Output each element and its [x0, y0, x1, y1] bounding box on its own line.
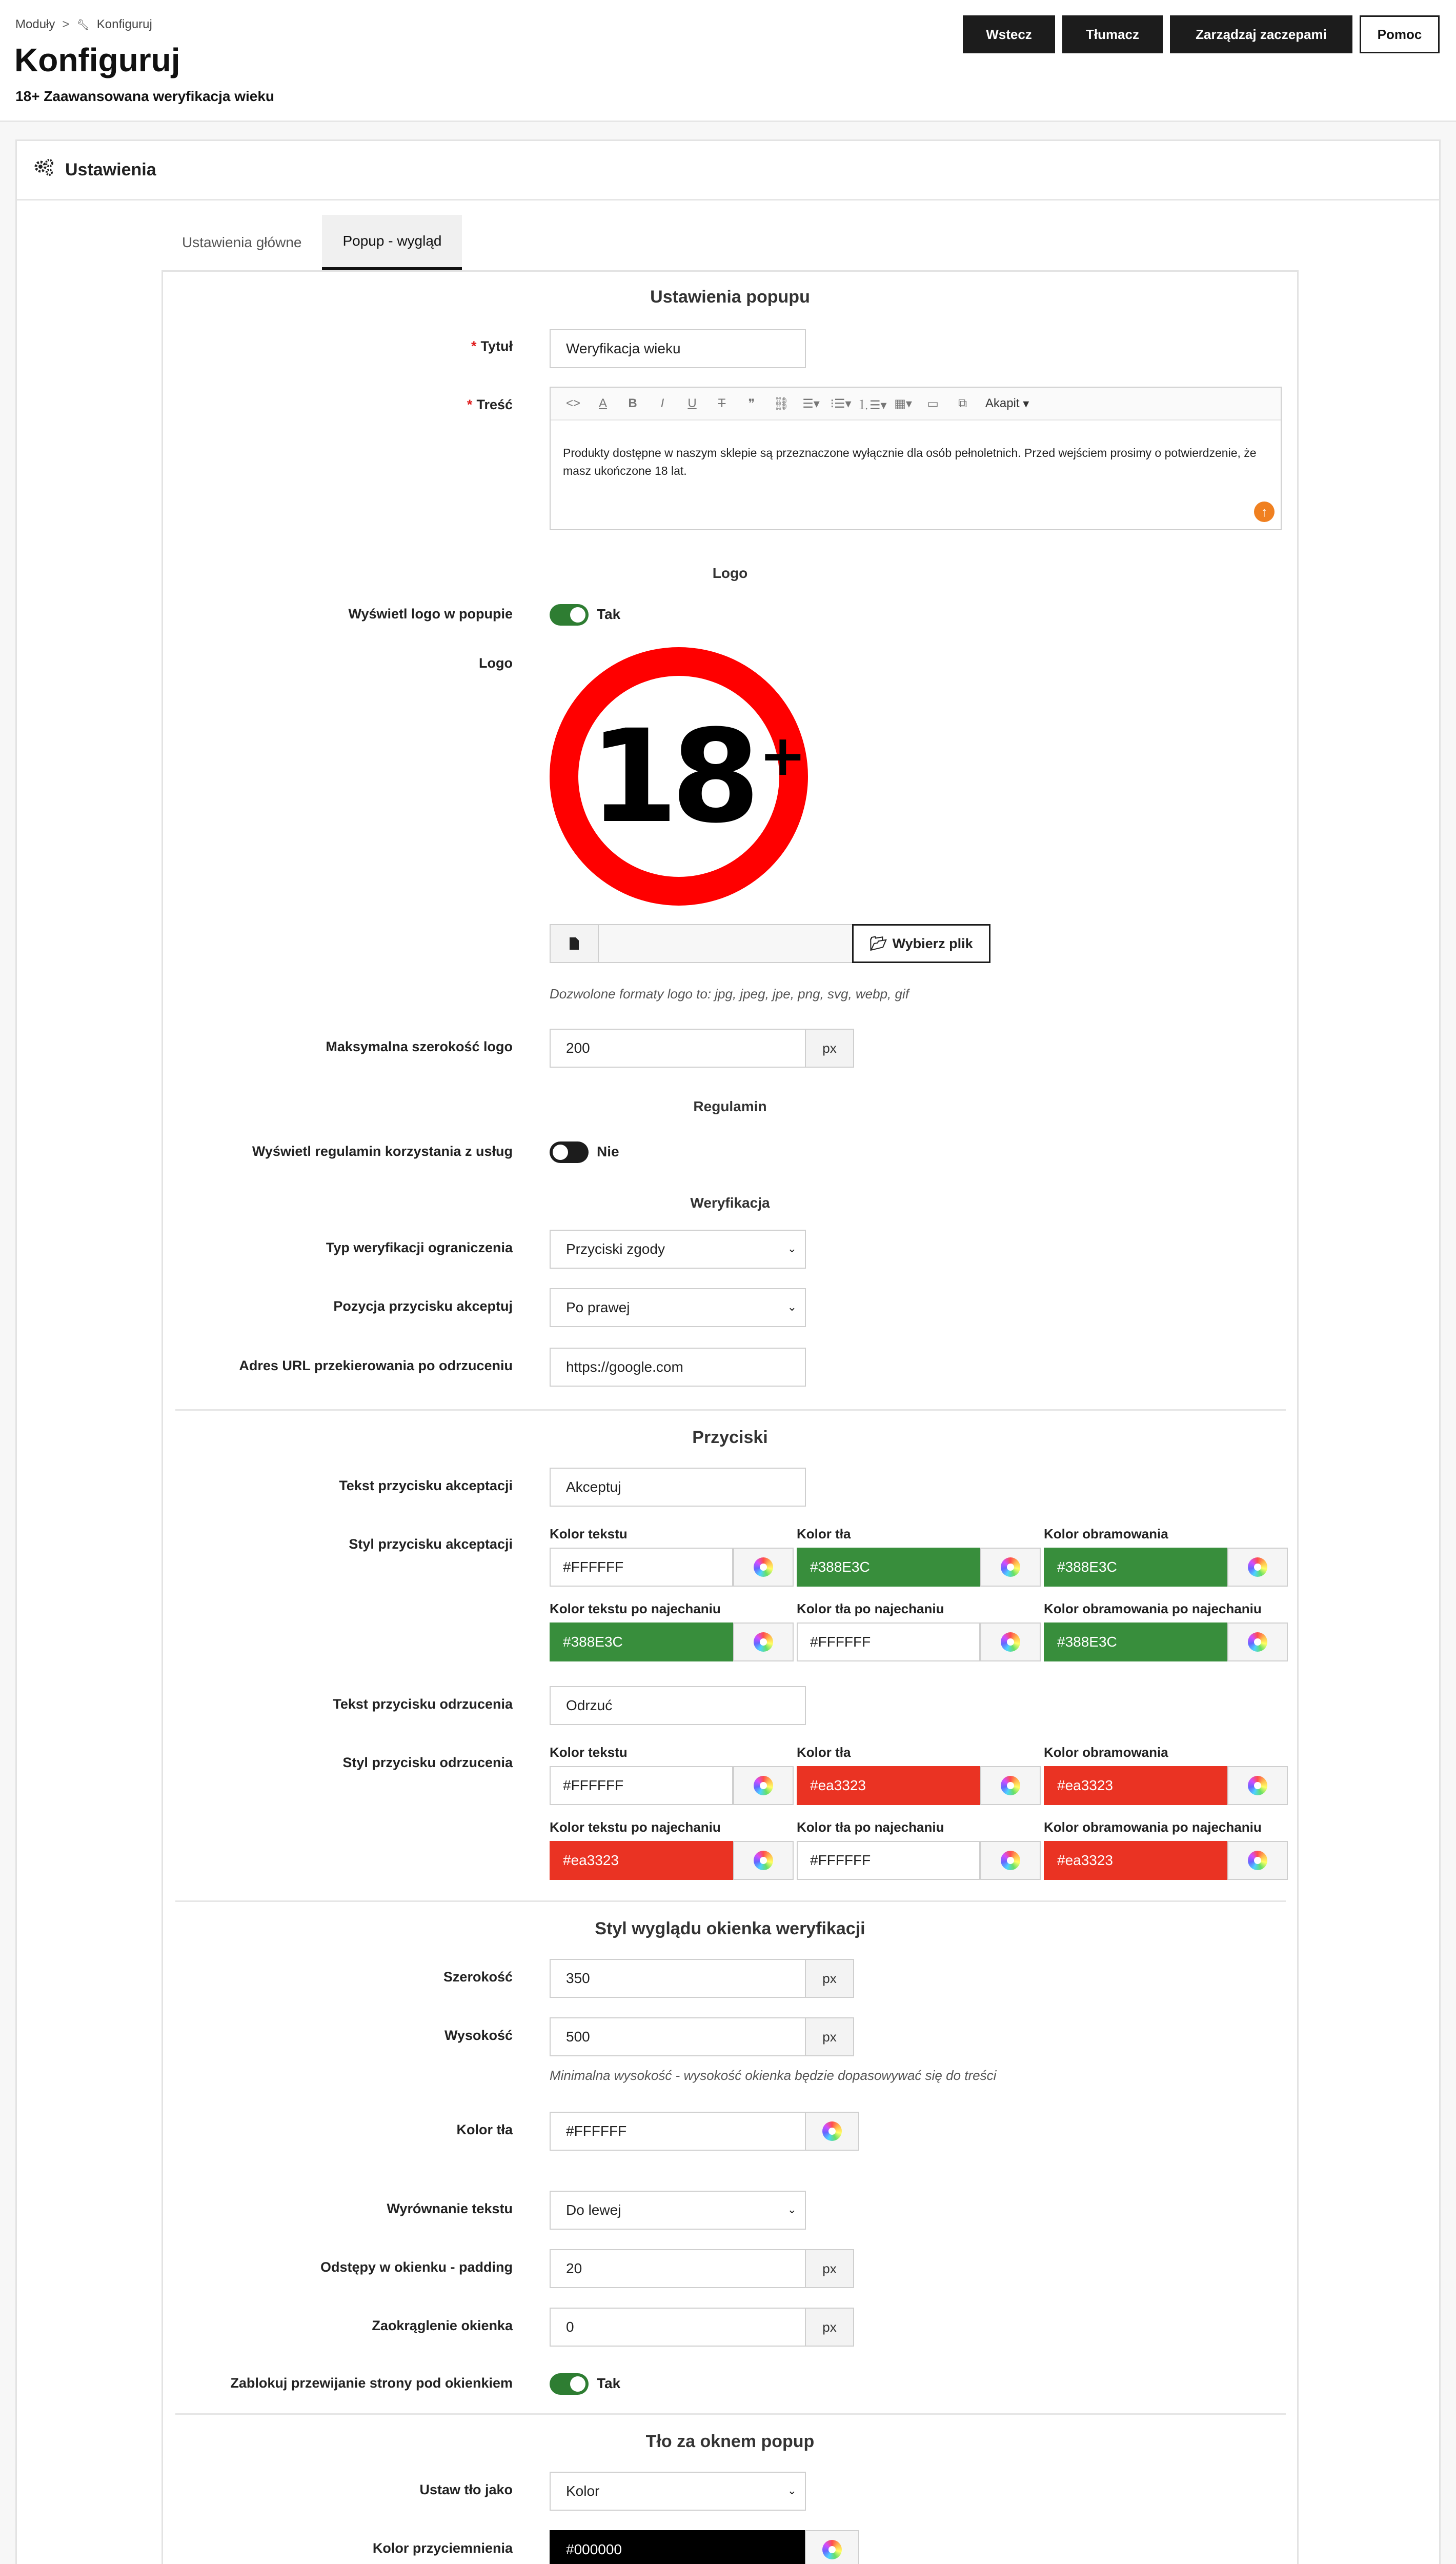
color-value-input[interactable]: #388E3C	[1044, 1622, 1227, 1661]
editor-content[interactable]: Produkty dostępne w naszym sklepie są przeznaczone wyłącznie dla osób pełnoletnich. Przed wejściem prosimy o potwierdzenie, że masz ukończone 18 lat.	[563, 446, 1257, 477]
lock-scroll-toggle[interactable]	[550, 2373, 589, 2395]
content-label: * Treść	[467, 397, 513, 412]
chevron-down-icon: ⌄	[787, 2484, 797, 2497]
color-wheel-icon	[1248, 1557, 1267, 1577]
section-title-terms: Regulamin	[693, 1098, 767, 1114]
radius-label: Zaokrąglenie okienka	[372, 2318, 513, 2333]
redirect-url-label: Adres URL przekierowania po odrzuceniu	[239, 1358, 513, 1373]
lock-scroll-value: Tak	[597, 2375, 621, 2391]
breadcrumb-configure: Konfiguruj	[96, 17, 152, 31]
color-wheel-icon	[754, 1776, 773, 1795]
section-title-buttons: Przyciski	[692, 1428, 768, 1447]
color-wheel-icon	[1001, 1557, 1020, 1577]
color-wheel-icon	[1248, 1632, 1267, 1652]
media-icon[interactable]: ⧉	[958, 396, 967, 410]
color-value-input[interactable]: #ea3323	[1044, 1841, 1227, 1880]
unit-addon: px	[805, 2017, 854, 2056]
page-subtitle: 18+ Zaawansowana weryfikacja wieku	[15, 88, 275, 104]
verification-type-label: Typ weryfikacji ograniczenia	[326, 1240, 513, 1255]
panel-header	[17, 141, 1439, 201]
link-icon[interactable]: ⛓	[773, 396, 790, 411]
image-icon[interactable]: ▭	[927, 396, 939, 411]
color-picker-button[interactable]	[980, 1841, 1041, 1880]
translate-button[interactable]: Tłumacz	[1062, 15, 1163, 53]
section-title-backdrop: Tło za oknem popup	[645, 2432, 815, 2451]
padding-input[interactable]: 20	[550, 2249, 806, 2288]
color-value-input[interactable]: #ea3323	[550, 1841, 733, 1880]
backdrop-type-label: Ustaw tło jako	[419, 2482, 513, 2497]
color-picker-button[interactable]	[980, 1548, 1041, 1587]
color-value-input[interactable]: #ea3323	[1044, 1766, 1227, 1805]
manage-hooks-button[interactable]: Zarządzaj zaczepami	[1170, 15, 1352, 53]
required-marker: *	[467, 397, 473, 412]
divider	[175, 2413, 1286, 2415]
color-wheel-icon	[1001, 1776, 1020, 1795]
text-color-icon[interactable]: A	[598, 396, 607, 410]
page-header	[0, 0, 1456, 122]
color-value-input[interactable]: #388E3C	[1044, 1548, 1227, 1587]
color-picker-button[interactable]	[733, 1766, 794, 1805]
color-picker-button[interactable]	[1227, 1548, 1288, 1587]
color-value-input[interactable]: #FFFFFF	[550, 1766, 733, 1805]
page-title: Konfiguruj	[14, 42, 180, 78]
toolbar	[963, 15, 1440, 53]
show-logo-label: Wyświetl logo w popupie	[348, 606, 513, 622]
chevron-down-icon: ⌄	[787, 1242, 797, 1255]
bullet-list-icon[interactable]: ⁝☰▾	[830, 396, 852, 411]
color-picker-button[interactable]	[1227, 1622, 1288, 1661]
breadcrumb	[15, 17, 152, 32]
divider	[175, 1900, 1286, 1902]
color-value-input[interactable]: #FFFFFF	[797, 1841, 980, 1880]
file-icon	[550, 924, 599, 963]
settings-panel	[15, 139, 1441, 2564]
backdrop-color-label: Kolor przyciemnienia	[372, 2540, 513, 2556]
cogs-icon	[33, 158, 54, 182]
strikethrough-icon[interactable]: T	[718, 396, 726, 410]
logo-label: Logo	[479, 655, 513, 671]
color-picker-button[interactable]	[980, 1766, 1041, 1805]
section-title-verification: Weryfikacja	[690, 1195, 770, 1211]
color-picker-button[interactable]	[733, 1548, 794, 1587]
accept-text-input[interactable]: Akceptuj	[550, 1468, 806, 1507]
unit-addon: px	[805, 2249, 854, 2288]
bold-icon[interactable]: B	[628, 396, 637, 410]
chevron-down-icon: ⌄	[787, 1300, 797, 1313]
color-wheel-icon	[754, 1632, 773, 1652]
color-wheel-icon	[822, 2540, 842, 2559]
backdrop-color-input[interactable]: #000000	[550, 2530, 806, 2564]
reject-text-label: Tekst przycisku odrzucenia	[333, 1696, 513, 1712]
folder-open-icon: 📂︎	[869, 936, 887, 951]
file-upload	[550, 924, 990, 963]
table-icon[interactable]: ▦▾	[894, 396, 912, 411]
show-terms-label: Wyświetl regulamin korzystania z usług	[252, 1144, 513, 1159]
padding-label: Odstępy w okienku - padding	[320, 2259, 513, 2275]
required-marker: *	[471, 338, 477, 354]
bg-color-input[interactable]: #FFFFFF	[550, 2112, 806, 2151]
form-container: Ustawienia popupu * Tytuł Weryfikacja wieku * Treść <> A B I U T ❞ ⛓ ☰▾ ⁝☰▾ ⒈☰▾ ▦▾ ▭ ⧉ Akapit ▾ Produkty dostępne w naszym sklepie są przeznaczone wyłącznie dla osób pełnoletnich. Przed wejściem prosimy o potwierdzenie, że masz ukończone 18 lat. ↑ Logo Wyświetl logo w popupie Tak Logo 18 + 📂︎ Wybierz plik Dozwolone formaty logo to: jpg, jpeg, jpe, png, svg, webp, gif Maksymalna szerokość logo 200 px Regulamin Wyświetl regulamin korzystania z usług Nie Weryfikacja Typ weryfikacji ograniczenia Przyciski zgody ⌄ Pozycja przycisku akceptuj Po prawej ⌄ Adres URL przekierowania po odrzuceniu https://google.com Przyciski Tekst przycisku akceptacji Akceptuj Styl przycisku akceptacji Kolor tekstu #FFFFFF Kolor tła #388E3C Kolor obramowania #388E3C Kolor tekstu po najechaniu #388E3C Kolor tła po najechaniu #FFFFFF Kolor obramowania po najechaniu #388E3C Tekst przycisku odrzucenia Odrzuć Styl przycisku odrzucenia Kolor tekstu #FFFFFF Kolor tła #ea3323 Kolor obramowania #ea3323 Kolor tekstu po najechaniu #ea3323 Kolor tła po najechaniu #FFFFFF Kolor obramowania po najechaniu #ea3323 Styl wyglądu okienka weryfikacji Szerokość 350 px Wysokość 500 px Minimalna wysokość - wysokość okienka będzie dopasowywać się do treści Kolor tła #FFFFFF Wyrównanie tekstu Do lewej ⌄ Odstępy w okienku - padding 20 px Zaokrąglenie okienka 0 px Zablokuj przewijanie strony pod okienkiem Tak Tło za oknem popup Ustaw tło jako Kolor ⌄ Kolor przyciemnienia #000000	[161, 270, 1299, 2564]
unit-addon: px	[805, 1959, 854, 1998]
redirect-url-input[interactable]: https://google.com	[550, 1348, 806, 1387]
color-wheel-icon	[754, 1851, 773, 1870]
numbered-list-icon[interactable]: ⒈☰▾	[857, 398, 887, 412]
height-label: Wysokość	[444, 2028, 513, 2043]
divider	[175, 1409, 1286, 1411]
back-button[interactable]: Wstecz	[963, 15, 1055, 53]
tabs	[161, 215, 462, 270]
reject-style-label: Styl przycisku odrzucenia	[342, 1755, 513, 1770]
color-value-input[interactable]: #FFFFFF	[550, 1548, 733, 1587]
backdrop-type-select[interactable]: Kolor ⌄	[550, 2472, 806, 2511]
code-icon[interactable]: <>	[565, 396, 581, 410]
accept-position-label: Pozycja przycisku akceptuj	[333, 1298, 513, 1314]
breadcrumb-separator: >	[62, 17, 70, 31]
accept-position-select[interactable]: Po prawej ⌄	[550, 1288, 806, 1327]
section-title-logo: Logo	[712, 565, 748, 581]
color-picker-button[interactable]	[1227, 1766, 1288, 1805]
tab-main-settings[interactable]: Ustawienia główne	[182, 234, 302, 250]
underline-icon[interactable]: U	[687, 396, 697, 410]
show-terms-value: Nie	[597, 1144, 619, 1159]
unit-addon: px	[805, 1029, 854, 1068]
max-logo-width-input[interactable]: 200	[550, 1029, 806, 1068]
show-terms-toggle[interactable]	[550, 1141, 589, 1163]
lock-scroll-label: Zablokuj przewijanie strony pod okienkiem	[230, 2375, 513, 2391]
editor-toolbar	[551, 388, 1281, 420]
panel-title: Ustawienia	[65, 160, 156, 179]
show-logo-toggle[interactable]	[550, 604, 589, 626]
color-value-input[interactable]: #ea3323	[797, 1766, 980, 1805]
height-input[interactable]: 500	[550, 2017, 806, 2056]
choose-file-button[interactable]: 📂︎ Wybierz plik	[852, 924, 990, 963]
show-logo-value: Tak	[597, 606, 621, 622]
unit-addon: px	[805, 2308, 854, 2347]
grammar-badge-icon[interactable]: ↑	[1254, 502, 1275, 522]
color-picker-button[interactable]	[805, 2112, 859, 2151]
color-picker-button[interactable]	[733, 1841, 794, 1880]
title-input[interactable]: Weryfikacja wieku	[550, 329, 806, 368]
color-picker-button[interactable]	[733, 1622, 794, 1661]
color-wheel-icon	[822, 2121, 842, 2141]
tab-popup-appearance[interactable]: Popup - wygląd	[322, 215, 462, 270]
rich-text-editor[interactable]	[550, 387, 1282, 530]
color-picker-button[interactable]	[980, 1622, 1041, 1661]
verification-type-select[interactable]: Przyciski zgody ⌄	[550, 1230, 806, 1269]
breadcrumb-modules[interactable]: Moduły	[15, 17, 55, 31]
paragraph-format-dropdown[interactable]: Akapit ▾	[985, 396, 1029, 411]
file-name-field[interactable]	[598, 924, 854, 963]
quote-icon[interactable]: ❞	[748, 396, 755, 411]
section-title-window-style: Styl wyglądu okienka weryfikacji	[595, 1919, 865, 1938]
wrench-icon: 🔧︎	[76, 19, 90, 31]
color-wheel-icon	[754, 1557, 773, 1577]
logo-formats-hint: Dozwolone formaty logo to: jpg, jpeg, jpe, png, svg, webp, gif	[550, 986, 909, 1001]
width-input[interactable]: 350	[550, 1959, 806, 1998]
section-title-popup: Ustawienia popupu	[650, 287, 810, 307]
align-icon[interactable]: ☰▾	[802, 396, 820, 411]
color-wheel-icon	[1248, 1776, 1267, 1795]
italic-icon[interactable]: I	[660, 396, 664, 410]
color-wheel-icon	[1001, 1632, 1020, 1652]
radius-input[interactable]: 0	[550, 2308, 806, 2347]
height-hint: Minimalna wysokość - wysokość okienka będzie dopasowywać się do treści	[550, 2068, 997, 2083]
color-wheel-icon	[1248, 1851, 1267, 1870]
color-picker-button[interactable]	[805, 2530, 859, 2564]
accept-text-label: Tekst przycisku akceptacji	[339, 1478, 513, 1493]
color-value-input[interactable]: #388E3C	[550, 1622, 733, 1661]
text-align-select[interactable]: Do lewej ⌄	[550, 2191, 806, 2230]
width-label: Szerokość	[443, 1969, 513, 1985]
color-picker-button[interactable]	[1227, 1841, 1288, 1880]
reject-text-input[interactable]: Odrzuć	[550, 1686, 806, 1725]
color-value-input[interactable]: #FFFFFF	[797, 1622, 980, 1661]
bg-color-label: Kolor tła	[456, 2122, 513, 2137]
color-value-input[interactable]: #388E3C	[797, 1548, 980, 1587]
title-label: * Tytuł	[471, 338, 513, 354]
text-align-label: Wyrównanie tekstu	[387, 2201, 513, 2216]
accept-style-label: Styl przycisku akceptacji	[349, 1536, 513, 1552]
chevron-down-icon: ⌄	[787, 2203, 797, 2216]
max-logo-width-label: Maksymalna szerokość logo	[326, 1039, 513, 1054]
logo-preview: 18 +	[550, 647, 808, 906]
help-button[interactable]: Pomoc	[1360, 15, 1440, 53]
color-wheel-icon	[1001, 1851, 1020, 1870]
